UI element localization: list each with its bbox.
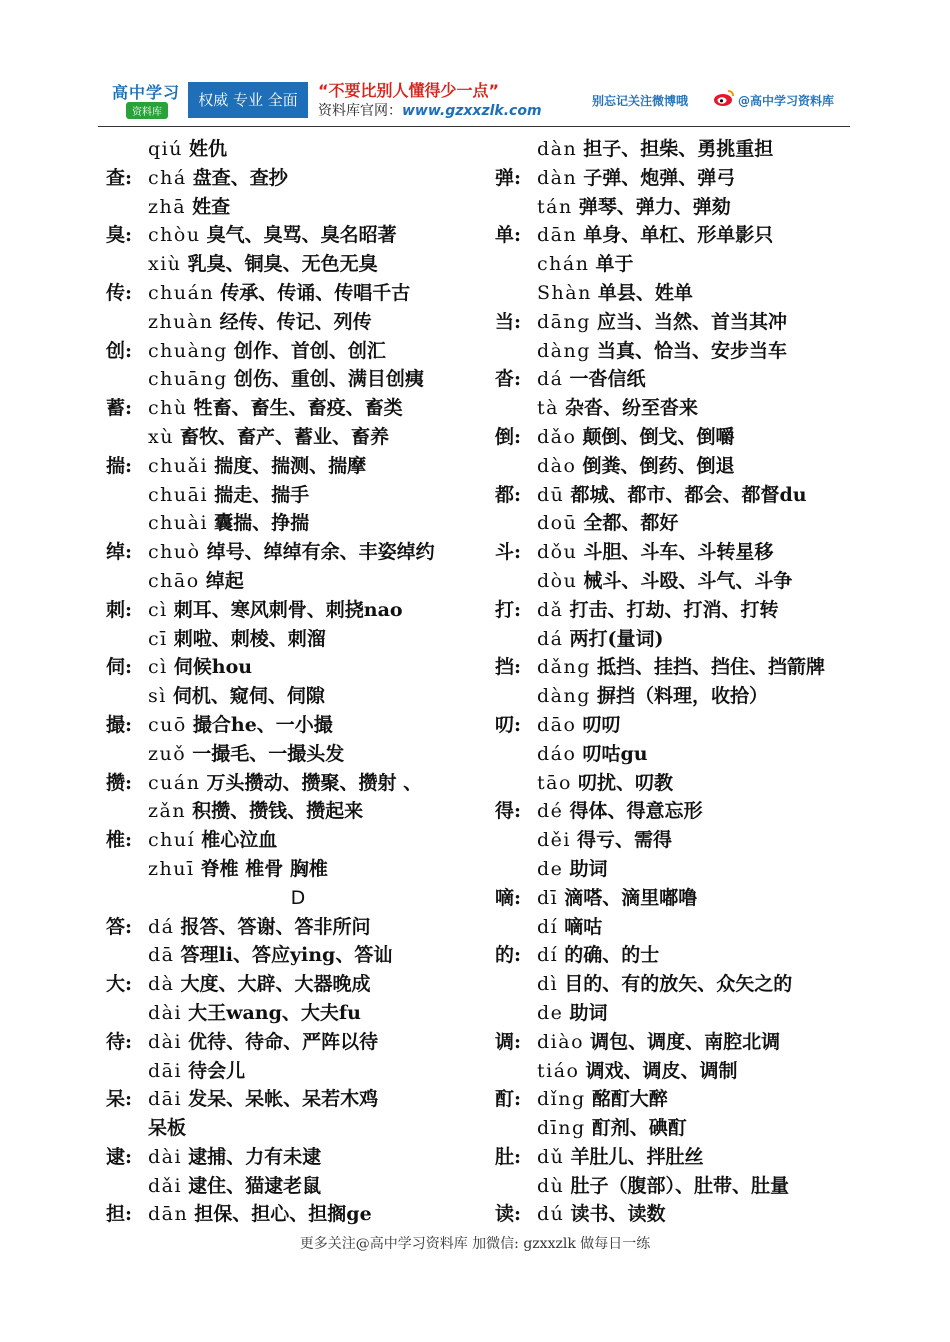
- entry-pinyin: dài: [148, 1030, 183, 1053]
- entry-words: 嘀咕: [564, 915, 603, 938]
- entry-words: 肚子（腹部）、肚带、肚量: [570, 1174, 789, 1197]
- entry-words: 待会儿: [188, 1059, 246, 1082]
- entry-pinyin: dàn: [537, 138, 578, 160]
- entry-words: 盘查、查抄: [192, 166, 288, 189]
- entry-pinyin: dī: [537, 886, 559, 909]
- dictionary-entry: [495, 365, 845, 394]
- dictionary-entry: [495, 538, 845, 567]
- entry-character: 逮:: [106, 1145, 133, 1168]
- entry-pinyin: dān: [537, 224, 578, 247]
- entry-character: 蓄:: [106, 397, 133, 420]
- entry-pinyin: dài: [148, 1001, 183, 1024]
- header-divider: [98, 126, 850, 127]
- entry-pinyin: dào: [537, 454, 577, 477]
- dictionary-entry: [106, 1143, 490, 1172]
- site-url-link[interactable]: www.gzxxzlk.com: [402, 103, 542, 119]
- entry-character: 挡:: [495, 656, 522, 679]
- entry-pinyin: chuí: [148, 829, 196, 852]
- entry-pinyin: chuài: [148, 512, 209, 535]
- entry-words: 脊椎 椎骨 胸椎: [200, 857, 328, 880]
- dictionary-entry: [106, 913, 490, 942]
- entry-pinyin: tán: [537, 195, 573, 218]
- header-banner: [108, 76, 846, 124]
- entry-pinyin: dāi: [148, 1059, 183, 1082]
- entry-pinyin: dū: [537, 483, 565, 506]
- dictionary-entry: [106, 365, 490, 394]
- dictionary-entry: [495, 769, 845, 798]
- dictionary-entry: [106, 308, 490, 337]
- entry-pinyin: dàng: [537, 339, 591, 362]
- entry-words: 得体、得意忘形: [569, 800, 703, 823]
- entry-words: 械斗、斗殴、斗气、斗争: [583, 569, 793, 592]
- entry-pinyin: dú: [537, 1203, 565, 1226]
- dictionary-entry: [106, 740, 490, 769]
- dictionary-entry: [106, 769, 490, 798]
- entry-pinyin: dāng: [537, 310, 591, 333]
- entry-pinyin: dǐng: [537, 1088, 586, 1111]
- entry-pinyin: dǒu: [537, 541, 578, 564]
- entry-character: 担:: [106, 1203, 133, 1226]
- entry-pinyin: dá: [148, 915, 175, 938]
- entry-character: 撮:: [106, 713, 133, 736]
- dictionary-entry: [495, 855, 845, 884]
- entry-pinyin: sì: [148, 685, 167, 708]
- entry-pinyin: de: [537, 857, 564, 880]
- dictionary-entry: [495, 164, 845, 193]
- entry-character: 当:: [495, 310, 522, 333]
- section-letter: D: [290, 886, 306, 909]
- entry-words: 姓查: [192, 195, 231, 218]
- entry-pinyin: dǔ: [537, 1145, 565, 1168]
- entry-character: 绰:: [106, 541, 133, 564]
- entry-words: 斗胆、斗车、斗转星移: [583, 541, 774, 564]
- dictionary-entry: [106, 452, 490, 481]
- entry-words: 报答、答谢、答非所问: [180, 915, 371, 938]
- entry-character: 都:: [495, 483, 522, 506]
- site-prefix: 资料库官网：: [318, 103, 402, 119]
- entry-words: 揣走、揣手: [214, 483, 310, 506]
- entry-words: 担保、担心、担搁ge: [194, 1203, 372, 1226]
- weibo-handle[interactable]: @高中学习资料库: [738, 94, 835, 108]
- dictionary-entry: [495, 941, 845, 970]
- entry-words: 揣度、揣测、揣摩: [214, 454, 367, 477]
- dictionary-entry: [106, 1114, 490, 1143]
- entry-words: 逮捕、力有未逮: [188, 1145, 322, 1168]
- dictionary-entry: [106, 682, 490, 711]
- entry-character: 大:: [106, 973, 133, 996]
- entry-character: 读:: [495, 1203, 522, 1226]
- entry-pinyin: cuō: [148, 713, 187, 736]
- dictionary-entry: [495, 913, 845, 942]
- dictionary-entry: [106, 509, 490, 538]
- entry-pinyin: doū: [537, 512, 578, 535]
- entry-pinyin: cì: [148, 598, 168, 621]
- dictionary-entry: [106, 797, 490, 826]
- entry-pinyin: chá: [148, 166, 187, 189]
- entry-words: 都城、都市、都会、都督du: [570, 483, 807, 506]
- entry-words: 单于: [595, 253, 634, 276]
- entry-words: 大王wang、大夫fu: [188, 1001, 361, 1024]
- entry-pinyin: dāo: [537, 713, 577, 736]
- dictionary-entry: [495, 337, 845, 366]
- dictionary-entry: [495, 423, 845, 452]
- dictionary-entry: [495, 1028, 845, 1057]
- entry-pinyin: chòu: [148, 224, 201, 247]
- dictionary-entry: [495, 509, 845, 538]
- dictionary-entry: [495, 250, 845, 279]
- dictionary-entry: [495, 394, 845, 423]
- entry-pinyin: chán: [537, 253, 590, 276]
- entry-character: 查:: [106, 166, 133, 189]
- dictionary-entry: [106, 337, 490, 366]
- entry-words: 一撮毛、一撮头发: [192, 742, 345, 765]
- dictionary-entry: [106, 970, 490, 999]
- entry-pinyin: dà: [148, 973, 175, 996]
- entry-words: 打击、打劫、打消、打转: [569, 598, 779, 621]
- entry-character: 调:: [495, 1030, 522, 1053]
- entry-character: 斗:: [495, 541, 522, 564]
- dictionary-entry: [106, 1172, 490, 1201]
- entry-words: 刺耳、寒风刺骨、刺挠nao: [173, 598, 403, 621]
- entry-character: 倒:: [495, 425, 522, 448]
- entry-pinyin: děi: [537, 829, 571, 852]
- entry-words: 刺啦、刺棱、刺溜: [173, 627, 326, 650]
- entry-pinyin: dǎ: [537, 598, 564, 621]
- entry-pinyin: dé: [537, 800, 564, 823]
- entry-pinyin: dáo: [537, 742, 577, 765]
- entry-words: 伺机、窥伺、伺隙: [172, 685, 325, 708]
- entry-words: 呆板: [148, 1117, 187, 1140]
- dictionary-entry: [106, 279, 490, 308]
- entry-pinyin: dí: [537, 915, 559, 938]
- entry-words: 叨咕gu: [582, 742, 648, 765]
- entry-words: 传承、传诵、传唱千古: [220, 281, 411, 304]
- entry-character: 打:: [495, 598, 522, 621]
- entry-pinyin: dí: [537, 944, 559, 967]
- entry-words: 子弹、炮弹、弹弓: [583, 166, 736, 189]
- follow-hint: 别忘记关注微博哦: [592, 94, 689, 108]
- dictionary-entry: [495, 797, 845, 826]
- dictionary-entry: [495, 596, 845, 625]
- entry-words: 乳臭、铜臭、无色无臭: [187, 253, 378, 276]
- dictionary-entry: [106, 1200, 490, 1229]
- entry-pinyin: cì: [148, 656, 168, 679]
- dictionary-entry: [495, 135, 845, 164]
- entry-words: 全都、都好: [583, 512, 679, 535]
- dictionary-entry: [106, 481, 490, 510]
- entry-words: 叨叨: [582, 713, 621, 736]
- entry-pinyin: chuāi: [148, 483, 209, 506]
- entry-words: 酩酊大醉: [591, 1088, 668, 1111]
- dictionary-entry: [106, 711, 490, 740]
- entry-words: 倒粪、倒药、倒退: [582, 454, 735, 477]
- entry-pinyin: zhuī: [148, 857, 195, 880]
- dictionary-entry: [106, 1028, 490, 1057]
- entry-words: 臭气、臭骂、臭名昭著: [206, 224, 397, 247]
- entry-pinyin: dàng: [537, 685, 591, 708]
- entry-character: 单:: [495, 224, 522, 247]
- slogan: “不要比别人懂得少一点”: [318, 81, 500, 100]
- dictionary-entry: [495, 1085, 845, 1114]
- entry-pinyin: chuàng: [148, 339, 228, 362]
- entry-words: 经传、传记、列传: [219, 310, 372, 333]
- entry-words: 单县、姓单: [597, 281, 693, 304]
- entry-words: 颠倒、倒戈、倒嚼: [582, 425, 735, 448]
- entry-character: 椎:: [106, 829, 133, 852]
- dictionary-entry: [106, 135, 490, 164]
- entry-pinyin: dǎng: [537, 656, 591, 679]
- dictionary-entry: [106, 394, 490, 423]
- entry-pinyin: tāo: [537, 771, 572, 794]
- entry-pinyin: dīng: [537, 1117, 586, 1140]
- entry-words: 撮合he、一小撮: [192, 713, 333, 736]
- entry-pinyin: dǎo: [537, 425, 577, 448]
- dictionary-entry: [106, 653, 490, 682]
- entry-words: 读书、读数: [570, 1203, 666, 1226]
- entry-pinyin: cī: [148, 627, 168, 650]
- entry-words: 抵挡、挂挡、挡住、挡箭牌: [596, 656, 825, 679]
- entry-words: 伺候hou: [173, 656, 253, 679]
- dictionary-entry: [495, 452, 845, 481]
- entry-words: 助词: [569, 857, 608, 880]
- entry-words: 囊揣、挣揣: [214, 512, 310, 535]
- logo-title: 高中学习: [112, 83, 181, 102]
- dictionary-entry: [106, 423, 490, 452]
- entry-words: 调戏、调皮、调制: [585, 1059, 738, 1082]
- entry-pinyin: Shàn: [537, 281, 592, 304]
- entry-character: 伺:: [106, 656, 133, 679]
- dictionary-entry: [495, 567, 845, 596]
- entry-pinyin: tà: [537, 397, 559, 420]
- entry-pinyin: dù: [537, 1174, 565, 1197]
- entry-words: 目的、有的放矢、众矢之的: [564, 973, 793, 996]
- dictionary-entry: [495, 884, 845, 913]
- dictionary-entry: [106, 999, 490, 1028]
- dictionary-entry: [495, 999, 845, 1028]
- entry-pinyin: dá: [537, 368, 564, 391]
- entry-words: 滴嗒、滴里嘟噜: [564, 886, 698, 909]
- dictionary-entry: [495, 193, 845, 222]
- entry-words: 椎心泣血: [201, 829, 278, 852]
- entry-words: 杂沓、纷至沓来: [565, 397, 699, 420]
- entry-character: 酊:: [495, 1088, 522, 1111]
- dictionary-entry: [495, 740, 845, 769]
- entry-pinyin: chāo: [148, 569, 200, 592]
- dictionary-entry: [495, 1200, 845, 1229]
- entry-words: 答理li、答应ying、答讪: [180, 944, 393, 967]
- entry-pinyin: zhā: [148, 195, 187, 218]
- site-logo[interactable]: [108, 76, 184, 122]
- entry-words: 万头攒动、攒聚、攒射 、: [206, 771, 423, 794]
- entry-words: 调包、调度、南腔北调: [590, 1030, 781, 1053]
- dictionary-entry: [495, 653, 845, 682]
- dictionary-entry: [106, 221, 490, 250]
- dictionary-entry: [495, 1057, 845, 1086]
- dictionary-entry: [106, 567, 490, 596]
- dictionary-entry: [106, 164, 490, 193]
- entry-pinyin: dā: [148, 944, 175, 967]
- entry-pinyin: chuāng: [148, 368, 228, 391]
- entry-pinyin: cuán: [148, 771, 201, 794]
- entry-words: 担子、担柴、勇挑重担: [583, 138, 774, 160]
- entry-character: 攒:: [106, 771, 133, 794]
- dictionary-entry: [495, 279, 845, 308]
- entry-words: 一沓信纸: [569, 368, 646, 391]
- entry-pinyin: xù: [148, 425, 174, 448]
- entry-words: 牲畜、畜生、畜疫、畜类: [193, 397, 403, 420]
- entry-words: 姓仇: [189, 138, 228, 160]
- entry-pinyin: zǎn: [148, 800, 187, 823]
- entry-pinyin: dài: [148, 1145, 183, 1168]
- entry-character: 肚:: [495, 1145, 522, 1168]
- entry-words: 叨扰、叨教: [577, 771, 673, 794]
- entry-pinyin: dāi: [148, 1088, 183, 1111]
- entry-words: 绰号、绰绰有余、丰姿绰约: [206, 541, 435, 564]
- entry-words: 大度、大辟、大器晚成: [180, 973, 371, 996]
- entry-words: 创伤、重创、满目创痍: [233, 368, 424, 391]
- entry-words: 羊肚儿、拌肚丝: [570, 1145, 704, 1168]
- dictionary-entry: [106, 855, 490, 884]
- entry-character: 叨:: [495, 713, 522, 736]
- dictionary-entry: [495, 1143, 845, 1172]
- entry-words: 绰起: [205, 569, 244, 592]
- entry-words: 弹琴、弹力、弹劾: [578, 195, 731, 218]
- entry-words: 得亏、需得: [577, 829, 673, 852]
- entry-words: 单身、单杠、形单影只: [583, 224, 774, 247]
- dictionary-entry: [495, 970, 845, 999]
- entry-character: 弹:: [495, 166, 522, 189]
- dictionary-entry: [495, 481, 845, 510]
- entry-words: 积攒、攒钱、攒起来: [192, 800, 364, 823]
- entry-character: 的:: [495, 944, 522, 967]
- entry-words: 应当、当然、首当其冲: [596, 310, 787, 333]
- entry-words: 发呆、呆帐、呆若木鸡: [188, 1088, 379, 1111]
- dictionary-entry: [495, 308, 845, 337]
- entry-character: 刺:: [106, 598, 133, 621]
- dictionary-entry: [495, 826, 845, 855]
- logo-subtitle: 资料库: [126, 102, 168, 119]
- footer-note: 更多关注@高中学习资料库 加微信: gzxxzlk 做每日一练: [299, 1236, 651, 1252]
- entry-character: 待:: [106, 1030, 133, 1053]
- dictionary-entry: [106, 625, 490, 654]
- dictionary-entry: [495, 682, 845, 711]
- dictionary-entry: [495, 625, 845, 654]
- entry-character: 臭:: [106, 224, 133, 247]
- dictionary-entry: [495, 221, 845, 250]
- entry-character: 答:: [106, 915, 133, 938]
- entry-pinyin: dòu: [537, 569, 578, 592]
- left-column: [106, 135, 490, 1229]
- entry-words: 摒挡（料理，收拾）: [596, 685, 768, 708]
- weibo-icon[interactable]: [713, 89, 735, 107]
- dictionary-entry: [106, 538, 490, 567]
- entry-pinyin: chù: [148, 397, 188, 420]
- entry-words: 的确、的士: [564, 944, 660, 967]
- dictionary-entry: [495, 1114, 845, 1143]
- dictionary-entry: [106, 1057, 490, 1086]
- entry-pinyin: xiù: [148, 253, 182, 276]
- entry-words: 两打(量词): [569, 627, 664, 650]
- entry-character: 嘀:: [495, 886, 522, 909]
- entry-pinyin: chuò: [148, 541, 201, 564]
- entry-pinyin: zuǒ: [148, 742, 187, 765]
- entry-pinyin: qiú: [148, 138, 183, 160]
- dictionary-entry: [106, 1085, 490, 1114]
- right-column: [495, 135, 845, 1229]
- entry-character: 沓:: [495, 368, 522, 391]
- dictionary-entry: [106, 250, 490, 279]
- dictionary-entry: [106, 826, 490, 855]
- entry-pinyin: dì: [537, 973, 559, 996]
- entry-pinyin: tiáo: [537, 1059, 580, 1082]
- entry-words: 畜牧、畜产、蓄业、畜养: [180, 425, 390, 448]
- entry-words: 酊剂、碘酊: [591, 1117, 687, 1140]
- entry-pinyin: de: [537, 1001, 564, 1024]
- entry-character: 创:: [106, 339, 133, 362]
- dictionary-entry: [495, 1172, 845, 1201]
- entry-words: 创作、首创、创汇: [233, 339, 386, 362]
- dictionary-entry: [106, 193, 490, 222]
- dictionary-entry: [106, 941, 490, 970]
- entry-words: 优待、待命、严阵以待: [188, 1030, 379, 1053]
- entry-pinyin: dá: [537, 627, 564, 650]
- entry-pinyin: dàn: [537, 166, 578, 189]
- entry-character: 得:: [495, 800, 522, 823]
- entry-character: 揣:: [106, 454, 133, 477]
- entry-character: 传:: [106, 281, 133, 304]
- entry-pinyin: chuán: [148, 281, 215, 304]
- entry-words: 助词: [569, 1001, 608, 1024]
- dictionary-entry: [106, 596, 490, 625]
- dictionary-entry: [495, 711, 845, 740]
- entry-character: 呆:: [106, 1088, 133, 1111]
- site-address: [318, 100, 542, 120]
- entry-words: 逮住、猫逮老鼠: [188, 1174, 322, 1197]
- entry-pinyin: zhuàn: [148, 310, 214, 333]
- entry-pinyin: chuǎi: [148, 454, 209, 477]
- entry-pinyin: dǎi: [148, 1174, 183, 1197]
- entry-pinyin: dān: [148, 1203, 189, 1226]
- entry-pinyin: diào: [537, 1030, 585, 1053]
- tagline-badge: 权威 专业 全面: [188, 82, 308, 118]
- entry-words: 当真、恰当、安步当车: [596, 339, 787, 362]
